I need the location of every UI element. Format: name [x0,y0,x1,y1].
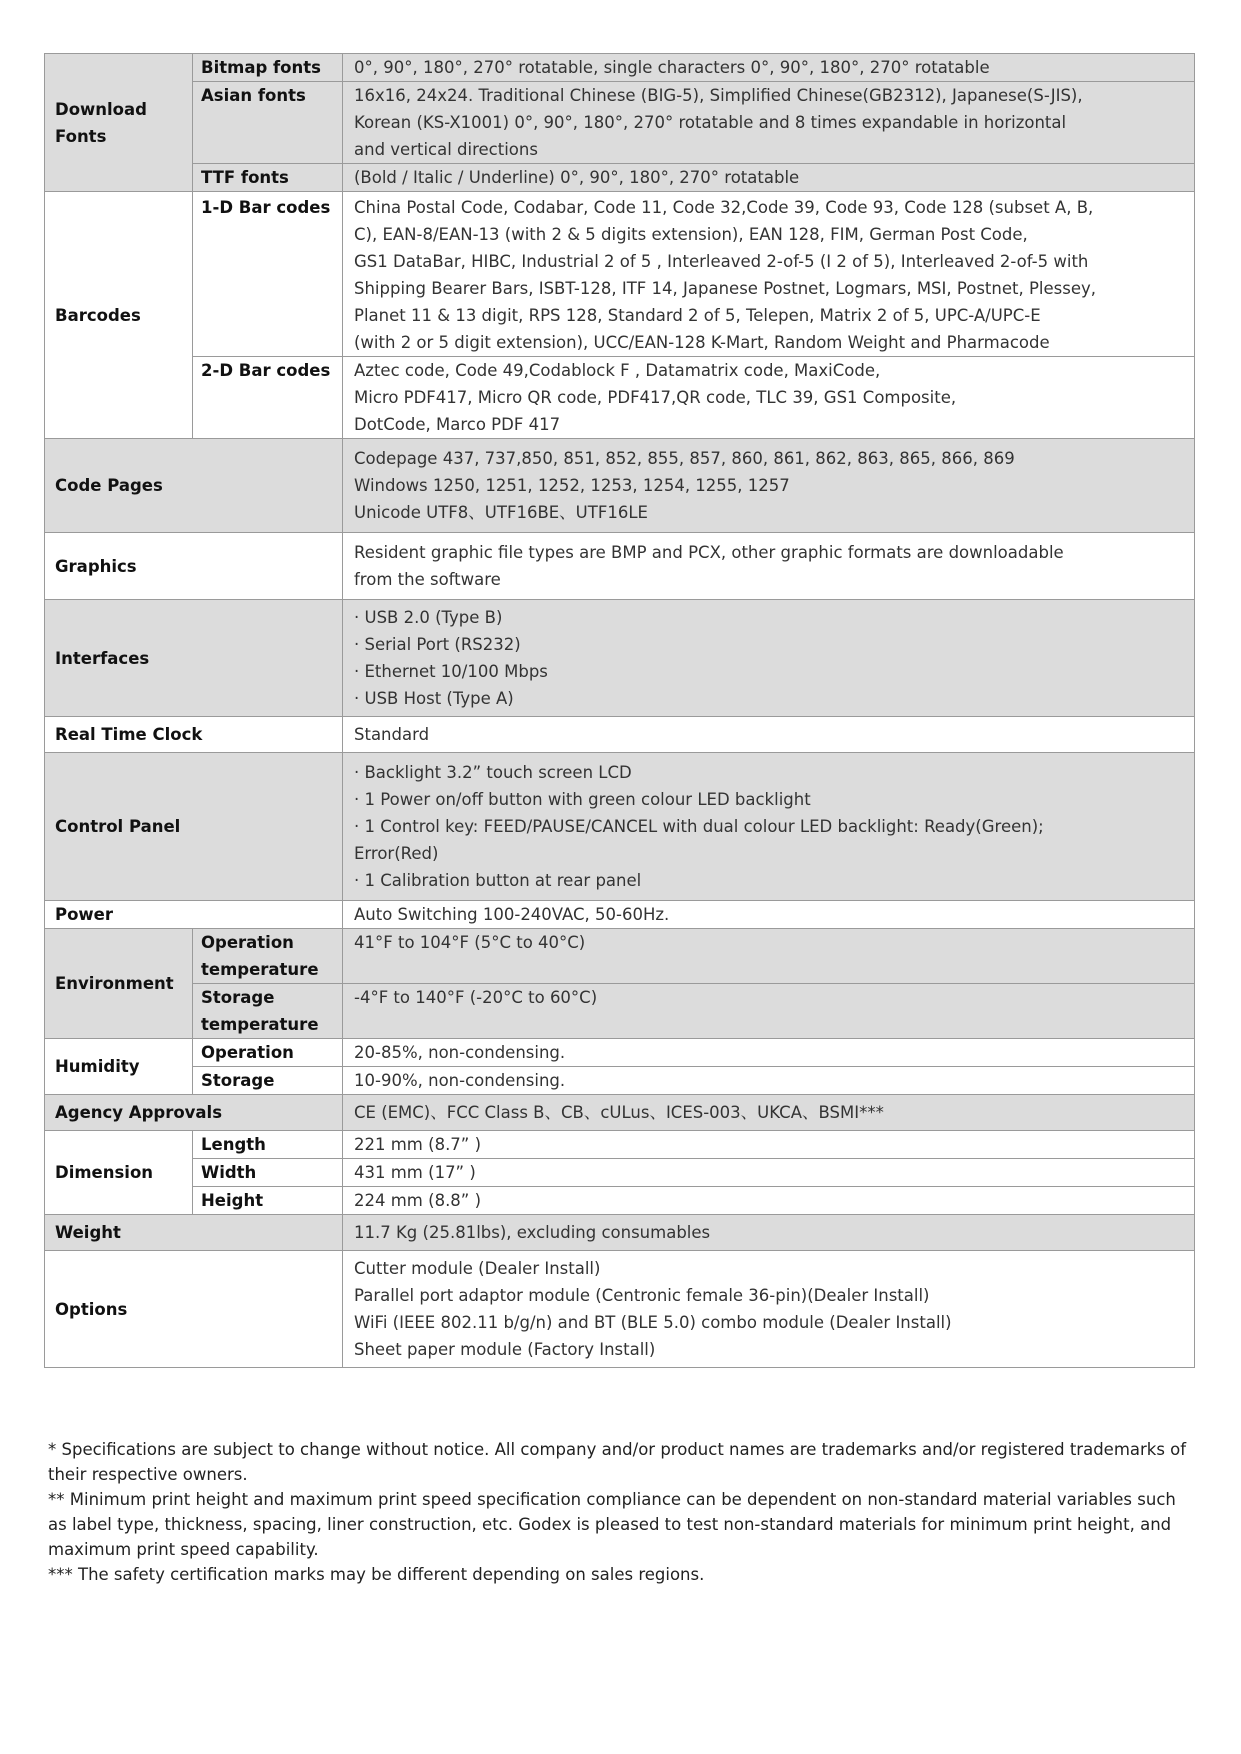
row-dim-width [45,1159,1195,1187]
option-line: Sheet paper module (Factory Install) [354,1340,656,1359]
weight-value: 11.7 Kg (25.81lbs), excluding consumables [343,1215,1195,1251]
barcode-line: China Postal Code, Codabar, Code 11, Code 32,Code 39, Code 93, Code 128 (subset A, B, [354,198,1094,217]
weight-label: Weight [45,1215,343,1251]
option-line: Cutter module (Dealer Install) [354,1259,601,1278]
asian-fonts-line: and vertical directions [354,140,538,159]
rtc-label: Real Time Clock [45,717,343,753]
row-options [45,1251,1195,1368]
env-operation-label-line: Operation [201,933,294,952]
asian-fonts-value [343,82,1195,164]
barcode-line: Micro PDF417, Micro QR code, PDF417,QR code, TLC 39, GS1 Composite, [354,388,957,407]
power-label: Power [45,901,343,929]
env-operation-value: 41°F to 104°F (5°C to 40°C) [343,929,1195,984]
barcodes-label: Barcodes [45,192,193,439]
row-humidity-operation [45,1039,1195,1067]
download-fonts-label: Download Fonts [45,54,193,192]
interface-line: · USB 2.0 (Type B) [354,608,503,627]
row-control-panel [45,753,1195,901]
row-real-time-clock [45,717,1195,753]
footnote: * Specifications are subject to change without notice. All company and/or product names are trademarks and/or registered trademarks of their respective owners. [48,1440,1187,1484]
2d-barcodes-value [343,357,1195,439]
interfaces-value [343,600,1195,717]
bitmap-fonts-label: Bitmap fonts [193,54,343,82]
rtc-value: Standard [343,717,1195,753]
ttf-fonts-label: TTF fonts [193,164,343,192]
options-label: Options [45,1251,343,1368]
env-storage-label-line: Storage [201,988,275,1007]
barcode-line: C), EAN-8/EAN-13 (with 2 & 5 digits extension), EAN 128, FIM, German Post Code, [354,225,1028,244]
graphics-label: Graphics [45,533,343,600]
dim-width-label: Width [193,1159,343,1187]
barcode-line: Shipping Bearer Bars, ISBT-128, ITF 14, Japanese Postnet, Logmars, MSI, Postnet, Plessey, [354,279,1097,298]
code-pages-label: Code Pages [45,439,343,533]
row-agency-approvals [45,1095,1195,1131]
graphics-line: Resident graphic file types are BMP and PCX, other graphic formats are downloadable [354,543,1064,562]
dim-height-label: Height [193,1187,343,1215]
power-value: Auto Switching 100-240VAC, 50-60Hz. [343,901,1195,929]
interfaces-label: Interfaces [45,600,343,717]
agency-label: Agency Approvals [45,1095,343,1131]
env-storage-value: -4°F to 140°F (-20°C to 60°C) [343,984,1195,1039]
1d-barcodes-label: 1-D Bar codes [193,192,343,357]
options-value [343,1251,1195,1368]
row-humidity-storage [45,1067,1195,1095]
agency-value: CE (EMC)、FCC Class B、CB、cULus、ICES-003、UKCA、BSMI*** [343,1095,1195,1131]
graphics-line: from the software [354,570,501,589]
control-panel-line: · 1 Control key: FEED/PAUSE/CANCEL with dual colour LED backlight: Ready(Green); [354,817,1044,836]
env-storage-label-line: temperature [201,1015,319,1034]
humidity-storage-value: 10-90%, non-condensing. [343,1067,1195,1095]
ttf-fonts-value: (Bold / Italic / Underline) 0°, 90°, 180°, 270° rotatable [343,164,1195,192]
barcode-line: (with 2 or 5 digit extension), UCC/EAN-128 K-Mart, Random Weight and Pharmacode [354,333,1050,352]
code-pages-line: Windows 1250, 1251, 1252, 1253, 1254, 1255, 1257 [354,476,790,495]
row-interfaces [45,600,1195,717]
humidity-label: Humidity [45,1039,193,1095]
control-panel-line: · Backlight 3.2” touch screen LCD [354,763,632,782]
interface-line: · Serial Port (RS232) [354,635,521,654]
env-operation-label-line: temperature [201,960,319,979]
row-dim-height [45,1187,1195,1215]
row-1d-barcodes [45,192,1195,357]
control-panel-line: Error(Red) [354,844,439,863]
env-storage-label [193,984,343,1039]
code-pages-value [343,439,1195,533]
humidity-operation-label: Operation [193,1039,343,1067]
control-panel-value [343,753,1195,901]
row-asian-fonts [45,82,1195,164]
row-weight [45,1215,1195,1251]
humidity-operation-value: 20-85%, non-condensing. [343,1039,1195,1067]
asian-fonts-line: 16x16, 24x24. Traditional Chinese (BIG-5), Simplified Chinese(GB2312), Japanese(S-JIS), [354,86,1083,105]
2d-barcodes-label: 2-D Bar codes [193,357,343,439]
footnote: ** Minimum print height and maximum print speed specification compliance can be dependent on non-standard material variables such as label type, thickness, spacing, liner construction, etc. Godex is pleased to test non-standard materials for minimum print height, and maximum print speed capability. [48,1490,1176,1559]
interface-line: · USB Host (Type A) [354,689,514,708]
env-operation-label [193,929,343,984]
row-dim-length [45,1131,1195,1159]
control-panel-line: · 1 Calibration button at rear panel [354,871,642,890]
barcode-line: Aztec code, Code 49,Codablock F , Datamatrix code, MaxiCode, [354,361,881,380]
row-env-storage [45,984,1195,1039]
interface-line: · Ethernet 10/100 Mbps [354,662,548,681]
control-panel-label: Control Panel [45,753,343,901]
barcode-line: Planet 11 & 13 digit, RPS 128, Standard 2 of 5, Telepen, Matrix 2 of 5, UPC-A/UPC-E [354,306,1041,325]
environment-label: Environment [45,929,193,1039]
row-code-pages [45,439,1195,533]
footnotes [48,1437,1198,1587]
barcode-line: GS1 DataBar, HIBC, Industrial 2 of 5 , Interleaved 2-of-5 (I 2 of 5), Interleaved 2-of-5 with [354,252,1089,271]
dim-length-label: Length [193,1131,343,1159]
dim-width-value: 431 mm (17” ) [343,1159,1195,1187]
bitmap-fonts-value: 0°, 90°, 180°, 270° rotatable, single characters 0°, 90°, 180°, 270° rotatable [343,54,1195,82]
dimension-label: Dimension [45,1131,193,1215]
control-panel-line: · 1 Power on/off button with green colour LED backlight [354,790,811,809]
graphics-value [343,533,1195,600]
row-power [45,901,1195,929]
row-graphics [45,533,1195,600]
code-pages-line: Unicode UTF8、UTF16BE、UTF16LE [354,503,648,522]
spec-table [44,53,1195,1368]
code-pages-line: Codepage 437, 737,850, 851, 852, 855, 857, 860, 861, 862, 863, 865, 866, 869 [354,449,1015,468]
row-bitmap-fonts [45,54,1195,82]
barcode-line: DotCode, Marco PDF 417 [354,415,561,434]
option-line: WiFi (IEEE 802.11 b/g/n) and BT (BLE 5.0) combo module (Dealer Install) [354,1313,952,1332]
row-2d-barcodes [45,357,1195,439]
dim-length-value: 221 mm (8.7” ) [343,1131,1195,1159]
option-line: Parallel port adaptor module (Centronic female 36-pin)(Dealer Install) [354,1286,930,1305]
humidity-storage-label: Storage [193,1067,343,1095]
footnote: *** The safety certification marks may be different depending on sales regions. [48,1565,705,1584]
asian-fonts-line: Korean (KS-X1001) 0°, 90°, 180°, 270° rotatable and 8 times expandable in horizontal [354,113,1067,132]
row-env-operation [45,929,1195,984]
1d-barcodes-value [343,192,1195,357]
row-ttf-fonts [45,164,1195,192]
dim-height-value: 224 mm (8.8” ) [343,1187,1195,1215]
asian-fonts-label: Asian fonts [193,82,343,164]
